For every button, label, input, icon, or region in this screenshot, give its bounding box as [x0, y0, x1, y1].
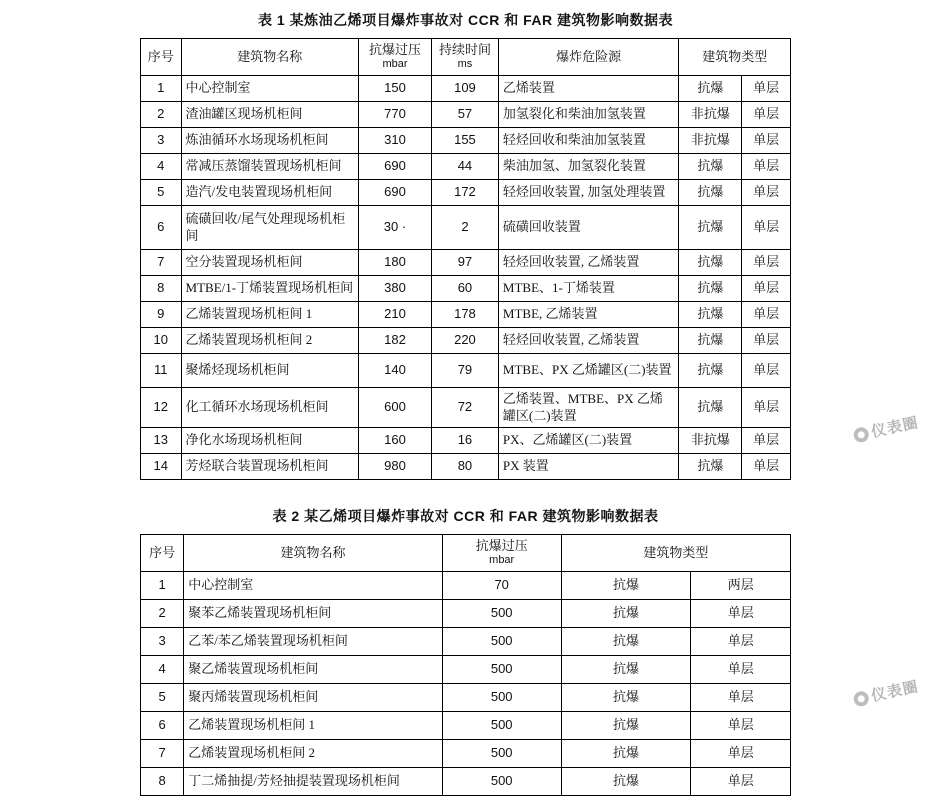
cell-pressure: 500	[442, 600, 561, 628]
cell-type-blast: 非抗爆	[679, 102, 742, 128]
cell-type-blast: 抗爆	[561, 600, 691, 628]
cell-source: 轻烃回收装置, 乙烯装置	[498, 250, 678, 276]
watermark-logo-bottom	[852, 675, 921, 709]
table-row	[141, 276, 791, 302]
cell-type-storey: 单层	[742, 102, 791, 128]
cell-building-name: 乙烯装置现场机柜间 1	[181, 302, 358, 328]
cell-source: 乙烯装置	[498, 76, 678, 102]
cell-type-storey: 单层	[742, 388, 791, 428]
table-row	[141, 454, 791, 480]
table-row	[141, 102, 791, 128]
cell-pressure: 980	[358, 454, 431, 480]
cell-source: 硫磺回收装置	[498, 206, 678, 250]
cell-index: 6	[141, 206, 182, 250]
cell-type-blast: 抗爆	[679, 206, 742, 250]
cell-type-blast: 抗爆	[679, 388, 742, 428]
cell-duration: 60	[431, 276, 498, 302]
header-duration	[431, 39, 498, 76]
cell-index: 1	[141, 76, 182, 102]
cell-source: 加氢裂化和柴油加氢装置	[498, 102, 678, 128]
header-pressure-unit: mbar	[382, 58, 408, 71]
cell-index: 9	[141, 302, 182, 328]
header-duration-unit: ms	[457, 58, 473, 71]
cell-building-name: 化工循环水场现场机柜间	[181, 388, 358, 428]
cell-building-name: 中心控制室	[184, 572, 442, 600]
cell-pressure: 770	[358, 102, 431, 128]
cell-type-storey: 单层	[742, 354, 791, 388]
cell-type-storey: 单层	[742, 302, 791, 328]
cell-type-storey: 单层	[691, 740, 791, 768]
table-row	[141, 656, 791, 684]
cell-type-blast: 抗爆	[679, 328, 742, 354]
cell-type-storey: 单层	[742, 154, 791, 180]
cell-building-name: 炼油循环水场现场机柜间	[181, 128, 358, 154]
cell-type-blast: 抗爆	[679, 180, 742, 206]
cell-type-storey: 两层	[691, 572, 791, 600]
cell-building-name: 丁二烯抽提/芳烃抽提装置现场机柜间	[184, 768, 442, 796]
cell-building-name: 乙苯/苯乙烯装置现场机柜间	[184, 628, 442, 656]
table-row	[141, 250, 791, 276]
circle-logo-icon	[852, 426, 870, 444]
cell-pressure: 180	[358, 250, 431, 276]
cell-type-blast: 非抗爆	[679, 428, 742, 454]
watermark-logo-top	[852, 411, 921, 445]
cell-building-name: 硫磺回收/尾气处理现场机柜间	[181, 206, 358, 250]
cell-type-blast: 抗爆	[561, 656, 691, 684]
cell-index: 3	[141, 128, 182, 154]
cell-type-storey: 单层	[742, 276, 791, 302]
cell-type-storey: 单层	[691, 656, 791, 684]
cell-building-name: 乙烯装置现场机柜间 2	[181, 328, 358, 354]
cell-building-name: 空分装置现场机柜间	[181, 250, 358, 276]
cell-type-blast: 抗爆	[561, 684, 691, 712]
cell-pressure: 500	[442, 656, 561, 684]
cell-type-blast: 抗爆	[679, 76, 742, 102]
table-header-row	[141, 535, 791, 572]
cell-index: 8	[141, 768, 184, 796]
header-pressure-label: 抗爆过压	[475, 538, 528, 553]
cell-building-name: 芳烃联合装置现场机柜间	[181, 454, 358, 480]
table-2-title: 表 2 某乙烯项目爆炸事故对 CCR 和 FAR 建筑物影响数据表	[272, 508, 659, 524]
cell-type-storey: 单层	[691, 600, 791, 628]
header-pressure-label: 抗爆过压	[368, 42, 421, 57]
cell-pressure: 500	[442, 740, 561, 768]
cell-duration: 57	[431, 102, 498, 128]
cell-type-blast: 抗爆	[679, 302, 742, 328]
table-2	[140, 534, 791, 796]
cell-type-blast: 抗爆	[561, 572, 691, 600]
cell-source: MTBE、PX 乙烯罐区(二)装置	[498, 354, 678, 388]
cell-duration: 220	[431, 328, 498, 354]
cell-duration: 79	[431, 354, 498, 388]
cell-duration: 109	[431, 76, 498, 102]
table-1	[140, 38, 791, 480]
cell-index: 4	[141, 656, 184, 684]
cell-index: 13	[141, 428, 182, 454]
cell-pressure: 150	[358, 76, 431, 102]
watermark-text: 仪表圈	[869, 678, 921, 705]
cell-pressure: 500	[442, 712, 561, 740]
table-row	[141, 628, 791, 656]
table-row	[141, 354, 791, 388]
cell-source: 柴油加氢、加氢裂化装置	[498, 154, 678, 180]
cell-building-name: 乙烯装置现场机柜间 1	[184, 712, 442, 740]
cell-building-name: 乙烯装置现场机柜间 2	[184, 740, 442, 768]
cell-source: MTBE、1-丁烯装置	[498, 276, 678, 302]
header-pressure-unit: mbar	[489, 554, 515, 567]
cell-building-name: 净化水场现场机柜间	[181, 428, 358, 454]
cell-source: PX 装置	[498, 454, 678, 480]
header-building-name: 建筑物名称	[181, 39, 358, 76]
table-row	[141, 154, 791, 180]
cell-pressure: 380	[358, 276, 431, 302]
document-page	[0, 10, 931, 789]
table-row	[141, 128, 791, 154]
cell-type-blast: 抗爆	[679, 154, 742, 180]
cell-duration: 178	[431, 302, 498, 328]
table-row	[141, 684, 791, 712]
cell-type-blast: 抗爆	[679, 454, 742, 480]
cell-type-blast: 抗爆	[561, 740, 691, 768]
cell-source: 轻烃回收装置, 加氢处理装置	[498, 180, 678, 206]
cell-building-name: 中心控制室	[181, 76, 358, 102]
cell-building-name: 聚乙烯装置现场机柜间	[184, 656, 442, 684]
cell-index: 5	[141, 684, 184, 712]
cell-type-blast: 抗爆	[679, 250, 742, 276]
cell-pressure: 310	[358, 128, 431, 154]
cell-index: 2	[141, 102, 182, 128]
cell-duration: 97	[431, 250, 498, 276]
table-row	[141, 712, 791, 740]
cell-source: MTBE, 乙烯装置	[498, 302, 678, 328]
cell-pressure: 160	[358, 428, 431, 454]
header-index: 序号	[141, 535, 184, 572]
cell-index: 2	[141, 600, 184, 628]
cell-source: 轻烃回收和柴油加氢装置	[498, 128, 678, 154]
cell-index: 14	[141, 454, 182, 480]
table-row	[141, 206, 791, 250]
cell-type-storey: 单层	[742, 428, 791, 454]
cell-source: 轻烃回收装置, 乙烯装置	[498, 328, 678, 354]
cell-index: 10	[141, 328, 182, 354]
header-pressure	[442, 535, 561, 572]
cell-duration: 16	[431, 428, 498, 454]
cell-pressure: 70	[442, 572, 561, 600]
cell-duration: 155	[431, 128, 498, 154]
cell-type-blast: 抗爆	[679, 276, 742, 302]
cell-pressure: 140	[358, 354, 431, 388]
cell-index: 5	[141, 180, 182, 206]
header-building-type: 建筑物类型	[679, 39, 791, 76]
watermark-text: 仪表圈	[869, 414, 921, 441]
cell-type-blast: 抗爆	[561, 628, 691, 656]
cell-pressure: 500	[442, 628, 561, 656]
cell-duration: 2	[431, 206, 498, 250]
cell-building-name: 聚苯乙烯装置现场机柜间	[184, 600, 442, 628]
cell-building-name: 聚烯烃现场机柜间	[181, 354, 358, 388]
cell-index: 3	[141, 628, 184, 656]
cell-building-name: 聚丙烯装置现场机柜间	[184, 684, 442, 712]
cell-source: PX、乙烯罐区(二)装置	[498, 428, 678, 454]
cell-type-storey: 单层	[742, 128, 791, 154]
header-duration-label: 持续时间	[438, 42, 491, 57]
cell-type-storey: 单层	[742, 454, 791, 480]
table-row	[141, 740, 791, 768]
header-explosion-source: 爆炸危险源	[498, 39, 678, 76]
header-building-name: 建筑物名称	[184, 535, 442, 572]
table-row	[141, 76, 791, 102]
table-row	[141, 388, 791, 428]
cell-pressure: 690	[358, 154, 431, 180]
cell-index: 6	[141, 712, 184, 740]
cell-type-storey: 单层	[742, 328, 791, 354]
cell-index: 7	[141, 740, 184, 768]
cell-duration: 80	[431, 454, 498, 480]
circle-logo-icon	[852, 690, 870, 708]
cell-type-storey: 单层	[691, 684, 791, 712]
cell-pressure: 30 ·	[358, 206, 431, 250]
cell-type-blast: 抗爆	[561, 712, 691, 740]
cell-pressure: 182	[358, 328, 431, 354]
cell-building-name: 造汽/发电装置现场机柜间	[181, 180, 358, 206]
cell-duration: 44	[431, 154, 498, 180]
header-index: 序号	[141, 39, 182, 76]
cell-type-storey: 单层	[742, 250, 791, 276]
cell-type-storey: 单层	[691, 768, 791, 796]
cell-duration: 72	[431, 388, 498, 428]
cell-pressure: 210	[358, 302, 431, 328]
cell-type-storey: 单层	[742, 206, 791, 250]
header-building-type: 建筑物类型	[561, 535, 790, 572]
cell-building-name: MTBE/1-丁烯装置现场机柜间	[181, 276, 358, 302]
cell-index: 11	[141, 354, 182, 388]
cell-index: 7	[141, 250, 182, 276]
cell-index: 1	[141, 572, 184, 600]
cell-duration: 172	[431, 180, 498, 206]
cell-type-storey: 单层	[742, 76, 791, 102]
table-row	[141, 768, 791, 796]
cell-source: 乙烯装置、MTBE、PX 乙烯罐区(二)装置	[498, 388, 678, 428]
table-row	[141, 572, 791, 600]
cell-pressure: 690	[358, 180, 431, 206]
cell-index: 8	[141, 276, 182, 302]
table-row	[141, 428, 791, 454]
table-row	[141, 328, 791, 354]
cell-type-blast: 抗爆	[679, 354, 742, 388]
table-1-title: 表 1 某炼油乙烯项目爆炸事故对 CCR 和 FAR 建筑物影响数据表	[258, 12, 673, 28]
table-header-row	[141, 39, 791, 76]
cell-type-blast: 非抗爆	[679, 128, 742, 154]
table-row	[141, 302, 791, 328]
cell-type-storey: 单层	[691, 712, 791, 740]
cell-pressure: 500	[442, 684, 561, 712]
table-row	[141, 180, 791, 206]
cell-type-storey: 单层	[742, 180, 791, 206]
cell-index: 4	[141, 154, 182, 180]
cell-pressure: 600	[358, 388, 431, 428]
cell-index: 12	[141, 388, 182, 428]
table-row	[141, 600, 791, 628]
cell-type-storey: 单层	[691, 628, 791, 656]
header-pressure	[358, 39, 431, 76]
cell-building-name: 常减压蒸馏装置现场机柜间	[181, 154, 358, 180]
cell-type-blast: 抗爆	[561, 768, 691, 796]
cell-building-name: 渣油罐区现场机柜间	[181, 102, 358, 128]
cell-pressure: 500	[442, 768, 561, 796]
